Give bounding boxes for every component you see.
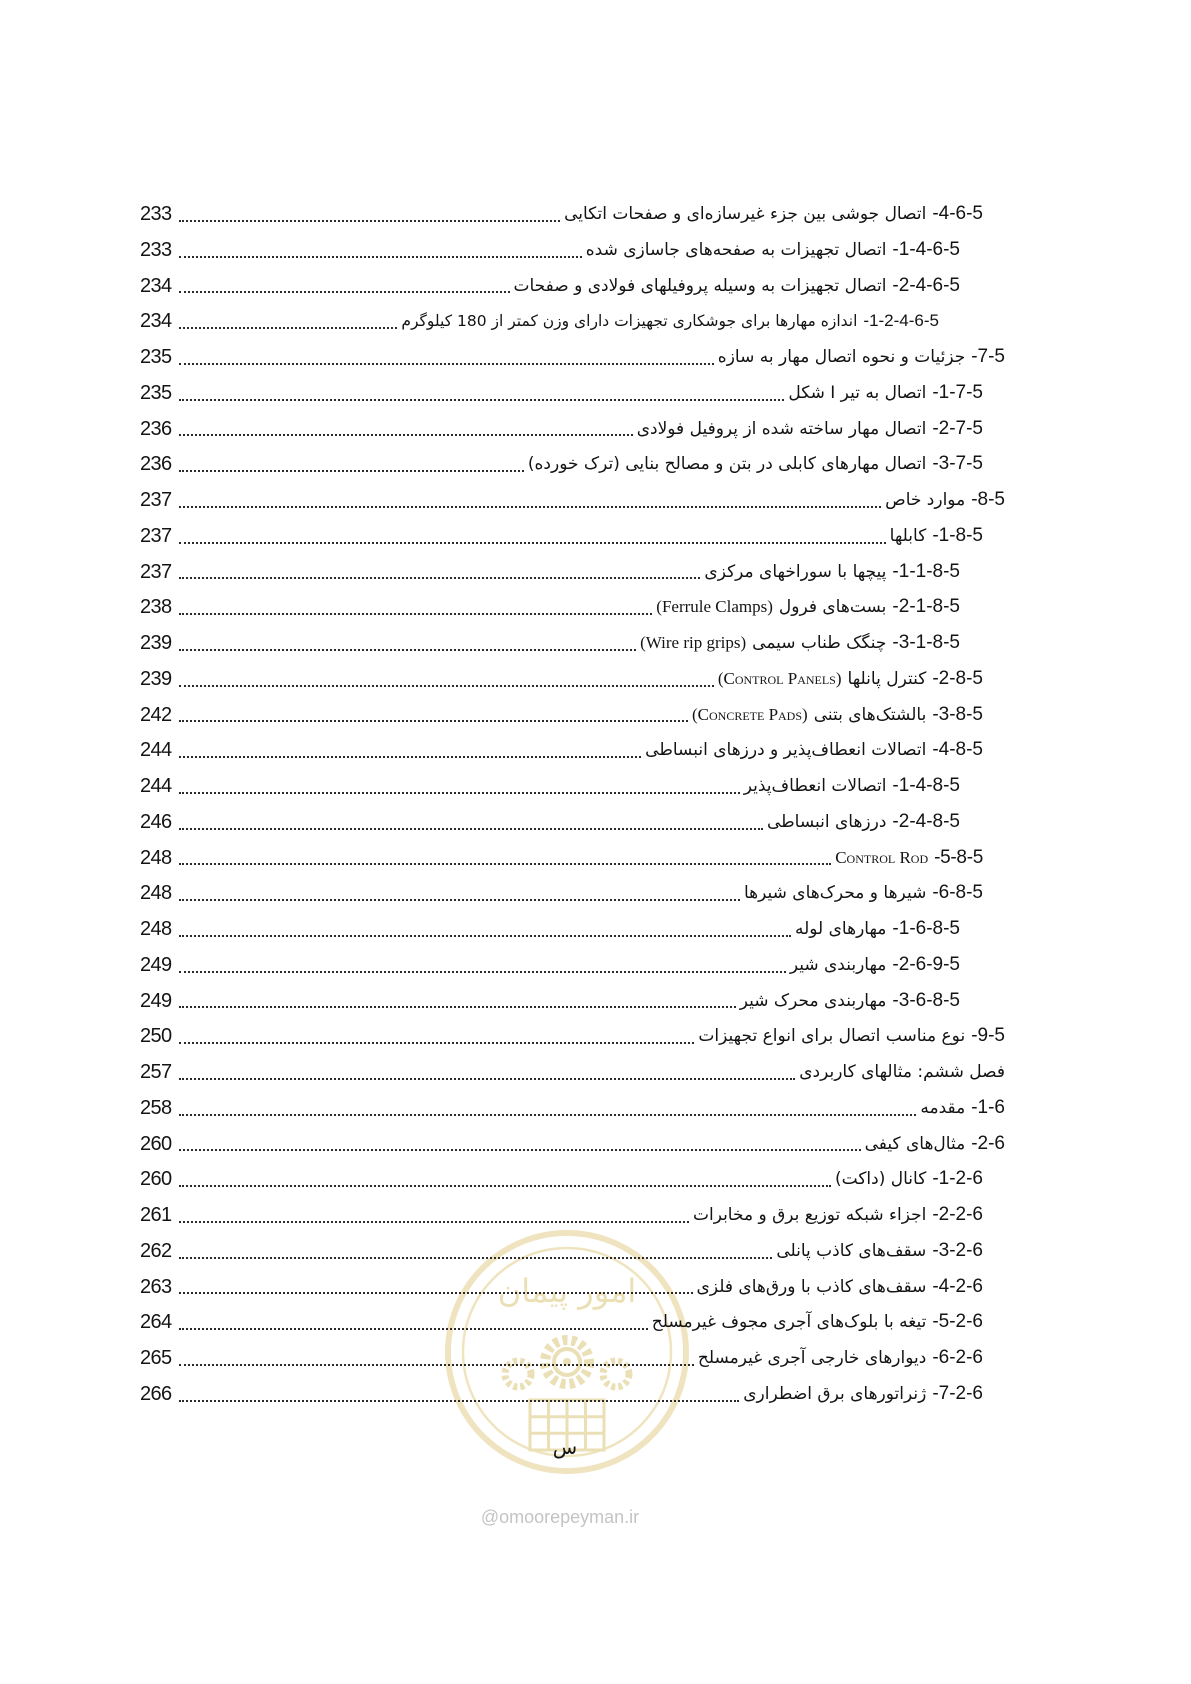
toc-entry (140, 1341, 1005, 1377)
toc-page-number: 262 (140, 1239, 172, 1262)
toc-entry-number: 6-2-3- (932, 1239, 983, 1261)
toc-entry-title: چنگک طناب سیمی (752, 633, 887, 653)
toc-leader (179, 1292, 693, 1294)
toc-entry (140, 519, 1005, 555)
toc-leader (179, 542, 886, 544)
toc-leader (179, 720, 688, 722)
toc-entry-english: (Control Panels) (717, 668, 842, 688)
toc-entry-label (835, 840, 983, 877)
toc-entry-label (640, 625, 960, 662)
toc-leader (179, 649, 636, 651)
toc-page-number: 244 (140, 739, 172, 762)
toc-leader (179, 1006, 736, 1008)
toc-entry (140, 269, 1005, 305)
toc-entry-english: (Ferrule Clamps) (656, 597, 773, 617)
toc-page-number: 266 (140, 1382, 172, 1405)
toc-page-number: 261 (140, 1204, 172, 1226)
toc-entry-title: مهارهای لوله (794, 919, 887, 939)
toc-entry-label (767, 804, 960, 841)
toc-entry-label (865, 1126, 1005, 1163)
toc-leader (179, 256, 582, 258)
toc-entry (140, 1055, 1005, 1091)
toc-entry-title: درزهای انبساطی (766, 811, 887, 832)
toc-entry-label (776, 1233, 983, 1270)
toc-entry-title: مثال‌های کیفی (864, 1133, 966, 1154)
toc-entry-number: 5-6-4-1- (892, 238, 960, 260)
toc-entry (140, 626, 1005, 662)
toc-entry-number: 5-8-1-2- (892, 596, 960, 618)
toc-entry-title: جزئیات و نحوه اتصال مهار به سازه (717, 347, 966, 367)
toc-page-number: 233 (140, 203, 172, 225)
toc-leader (179, 792, 740, 794)
toc-entry-number: 6-2-6- (932, 1347, 983, 1368)
toc-entry (140, 662, 1005, 698)
toc-page-number: 250 (140, 1025, 172, 1048)
toc-leader (179, 613, 652, 615)
toc-entry (140, 340, 1005, 376)
toc-entry-title: نوع مناسب اتصال برای انواع تجهیزات (698, 1026, 966, 1047)
toc-entry-number: 5-6-4- (932, 203, 983, 224)
toc-entry-title: کابلها (889, 525, 927, 546)
toc-page-number: 249 (140, 989, 172, 1012)
toc-entry (140, 1377, 1005, 1413)
toc-entry (140, 1234, 1005, 1270)
toc-page-number: 242 (140, 703, 172, 726)
toc-entry (140, 805, 1005, 841)
toc-entry (140, 733, 1005, 769)
toc-page-number: 235 (140, 346, 172, 368)
toc-entry-number: 5-9- (971, 1025, 1005, 1047)
toc-page-number: 248 (140, 918, 172, 940)
toc-entry (140, 1305, 1005, 1341)
toc-entry-english: (Wire rip grips) (640, 633, 747, 652)
toc-page-number: 248 (140, 846, 172, 869)
toc-entry-title: مهاربندی شیر (789, 954, 887, 975)
toc-entry-label (514, 268, 961, 305)
toc-page-number: 237 (140, 524, 172, 547)
toc-page-number: 260 (140, 1168, 172, 1191)
toc-entry-label (744, 768, 960, 805)
table-of-contents (140, 197, 1005, 1413)
toc-entry-title: اتصال مهارهای کابلی در بتن و مصالح بنایی (ترک خورده) (527, 454, 927, 475)
toc-entry-number: 5-8-1-3- (892, 632, 960, 653)
toc-leader (179, 828, 763, 830)
toc-entry-label (890, 518, 983, 555)
toc-entry-label (740, 983, 960, 1020)
toc-entry-label (401, 303, 939, 340)
toc-entry-title: اجزاء شبکه توزیع برق و مخابرات (692, 1205, 927, 1225)
toc-leader (179, 327, 397, 329)
toc-entry-label (637, 411, 983, 448)
toc-leader (179, 1221, 689, 1223)
toc-entry-label (656, 589, 960, 626)
toc-entry (140, 1162, 1005, 1198)
toc-entry-title: شیرها و محرک‌های شیرها (743, 883, 927, 904)
toc-entry-title: سقف‌های کاذب با ورق‌های فلزی (696, 1276, 927, 1297)
toc-entry-title: فصل ششم: مثالهای کاربردی (799, 1062, 1005, 1082)
toc-entry-number: 5-7-2- (932, 417, 983, 439)
toc-entry-number: 5-7- (971, 346, 1005, 367)
toc-entry-label (528, 446, 983, 483)
toc-leader (179, 1257, 772, 1259)
toc-page-number: 263 (140, 1275, 172, 1298)
toc-page-number: 234 (140, 274, 172, 297)
toc-entry-title: کنترل پانلها (847, 668, 927, 689)
toc-entry-number: 5-8-4-2- (892, 810, 960, 832)
toc-entry-number: 5-8-1-1- (892, 560, 960, 582)
watermark-site: @omoorepeyman.ir (480, 1507, 640, 1527)
toc-page-number: 258 (140, 1096, 172, 1119)
toc-page-number: 236 (140, 453, 172, 476)
toc-entry (140, 376, 1005, 412)
toc-entry-number: 5-8-1- (932, 524, 983, 546)
toc-page-number: 236 (140, 417, 172, 440)
toc-entry (140, 1127, 1005, 1163)
toc-entry-title: مهاربندی محرک شیر (739, 990, 887, 1011)
toc-entry-label (704, 554, 960, 591)
toc-entry-label (652, 1304, 983, 1341)
toc-entry-title: بست‌های فرول (778, 597, 887, 618)
toc-entry-number: 6-2-5- (932, 1311, 983, 1333)
toc-entry (140, 447, 1005, 483)
toc-entry-number: 6-1- (971, 1096, 1005, 1118)
toc-entry-number: 5-8- (971, 489, 1005, 510)
toc-entry-title: بالشتک‌های بتنی (813, 704, 927, 725)
toc-page-number: 264 (140, 1311, 172, 1334)
toc-page-number: 238 (140, 596, 172, 619)
toc-entry-title: کانال (داکت) (835, 1169, 927, 1190)
toc-page-number: 233 (140, 238, 172, 261)
toc-entry (140, 1270, 1005, 1306)
toc-entry-number: 6-2-4- (932, 1275, 983, 1297)
toc-leader (179, 399, 784, 401)
toc-leader (179, 1078, 795, 1080)
toc-entry-number: 5-8-4- (932, 739, 983, 761)
toc-leader (179, 756, 641, 758)
toc-page-number: 244 (140, 775, 172, 797)
toc-entry-title: تیغه با بلوک‌های آجری مجوف غیرمسلح (651, 1312, 927, 1333)
toc-entry-label (744, 875, 983, 912)
toc-leader (179, 1400, 739, 1402)
toc-leader (179, 1364, 694, 1366)
toc-entry-number: 5-8-2- (932, 667, 983, 689)
toc-leader (179, 1185, 831, 1187)
toc-entry-label (564, 196, 983, 233)
toc-leader (179, 971, 786, 973)
toc-entry-title: دیوارهای خارجی آجری غیرمسلح (697, 1348, 927, 1368)
toc-entry-title: اتصال مهار ساخته شده از پروفیل فولادی (636, 418, 927, 439)
toc-entry (140, 233, 1005, 269)
toc-leader (179, 291, 510, 293)
toc-entry (140, 876, 1005, 912)
toc-entry-title: اتصال جوشی بین جزء غیرسازه‌ای و صفحات اتکایی (564, 204, 927, 224)
toc-page-number: 265 (140, 1347, 172, 1369)
toc-entry-title: اتصالات انعطاف‌پذیر (743, 776, 887, 796)
toc-entry-title: اتصال به تیر I شکل (788, 382, 927, 403)
toc-entry-title: موارد خاص (885, 490, 966, 510)
toc-entry-label (885, 482, 1005, 519)
toc-leader (179, 434, 633, 436)
toc-entry (140, 769, 1005, 805)
toc-entry-title: اتصالات انعطاف‌پذیر و درزهای انبساطی (645, 740, 927, 761)
toc-entry-title: ژنراتورهای برق اضطراری (743, 1383, 927, 1404)
toc-entry-label (920, 1090, 1005, 1127)
toc-entry-number: 5-6-4-2-1- (863, 311, 939, 331)
toc-entry-label (693, 1197, 983, 1234)
toc-page-number: 248 (140, 882, 172, 905)
toc-entry-label (788, 375, 983, 412)
toc-entry (140, 1091, 1005, 1127)
toc-page-number: 234 (140, 310, 172, 333)
toc-entry-number: 5-8-4-1- (892, 775, 960, 796)
toc-entry-number: 6-2-2- (932, 1204, 983, 1225)
toc-entry-number: 6-2- (971, 1132, 1005, 1154)
toc-entry-number: 5-8-5- (934, 846, 983, 868)
toc-leader (179, 470, 524, 472)
toc-entry-label (718, 339, 1005, 376)
toc-entry (140, 984, 1005, 1020)
toc-entry (140, 555, 1005, 591)
toc-entry-number: 5-8-6-3- (892, 989, 960, 1011)
toc-entry (140, 412, 1005, 448)
toc-page-number: 249 (140, 953, 172, 976)
toc-leader (179, 863, 831, 865)
toc-entry-title: اندازه مهارها برای جوشکاری تجهیزات دارای وزن کمتر از 180 کیلوگرم (401, 312, 858, 331)
toc-leader (179, 577, 700, 579)
toc-page-number: 237 (140, 560, 172, 583)
toc-page-number: 257 (140, 1061, 172, 1083)
toc-entry-label (645, 732, 983, 769)
toc-entry (140, 304, 1005, 340)
toc-leader (179, 1042, 694, 1044)
toc-entry-label (835, 1161, 983, 1198)
toc-entry-title: سقف‌های کاذب پانلی (776, 1240, 927, 1261)
toc-entry-number: 5-8-3- (932, 703, 983, 725)
toc-page-number: 246 (140, 810, 172, 833)
toc-leader (179, 1149, 861, 1151)
toc-entry-label (697, 1269, 983, 1306)
toc-entry (140, 698, 1005, 734)
toc-page-number: 260 (140, 1132, 172, 1155)
toc-entry-label (790, 947, 960, 984)
toc-entry (140, 1198, 1005, 1234)
toc-entry-label (586, 232, 960, 269)
toc-entry-number: 5-7-3- (932, 453, 983, 475)
toc-leader (179, 1328, 648, 1330)
toc-leader (179, 506, 881, 508)
toc-leader (179, 899, 740, 901)
toc-entry (140, 483, 1005, 519)
toc-leader (179, 363, 714, 365)
toc-entry (140, 1019, 1005, 1055)
toc-entry-title: پیچها با سوراخهای مرکزی (704, 561, 887, 582)
toc-page-number: 239 (140, 632, 172, 654)
toc-entry-number: 5-7-1- (932, 381, 983, 403)
toc-entry-label (718, 661, 983, 698)
toc-entry-label (692, 697, 983, 734)
toc-leader (179, 935, 791, 937)
toc-leader (179, 685, 714, 687)
toc-entry-label (698, 1340, 983, 1377)
toc-entry (140, 948, 1005, 984)
toc-entry-number: 5-6-4-2- (892, 274, 960, 296)
toc-entry-label (743, 1376, 983, 1413)
toc-entry-label (799, 1055, 1005, 1091)
toc-entry (140, 841, 1005, 877)
toc-page-number: 237 (140, 489, 172, 511)
toc-entry-english: (Concrete Pads) (691, 704, 808, 724)
toc-page-number: 239 (140, 667, 172, 690)
toc-entry (140, 912, 1005, 948)
toc-entry (140, 590, 1005, 626)
toc-entry-english: Control Rod (835, 847, 929, 867)
toc-leader (179, 220, 560, 222)
toc-entry-number: 5-8-6- (932, 882, 983, 904)
toc-entry-label (795, 911, 960, 948)
logo-text: امور پیمان (497, 1272, 637, 1310)
toc-leader (179, 1114, 916, 1116)
toc-page-number: 235 (140, 381, 172, 404)
toc-entry (140, 197, 1005, 233)
toc-entry-label (698, 1018, 1005, 1055)
toc-entry-title: اتصال تجهیزات به وسیله پروفیلهای فولادی و صفحات (513, 275, 887, 296)
toc-entry-title: مقدمه (920, 1097, 966, 1118)
page-footer-letter: س (552, 1435, 578, 1459)
toc-entry-number: 6-2-1- (932, 1168, 983, 1190)
toc-entry-number: 6-2-7- (932, 1382, 983, 1404)
toc-entry-title: اتصال تجهیزات به صفحه‌های جاسازی شده (585, 239, 887, 260)
toc-entry-number: 5-9-6-2- (892, 953, 960, 975)
toc-entry-number: 5-8-6-1- (892, 918, 960, 939)
